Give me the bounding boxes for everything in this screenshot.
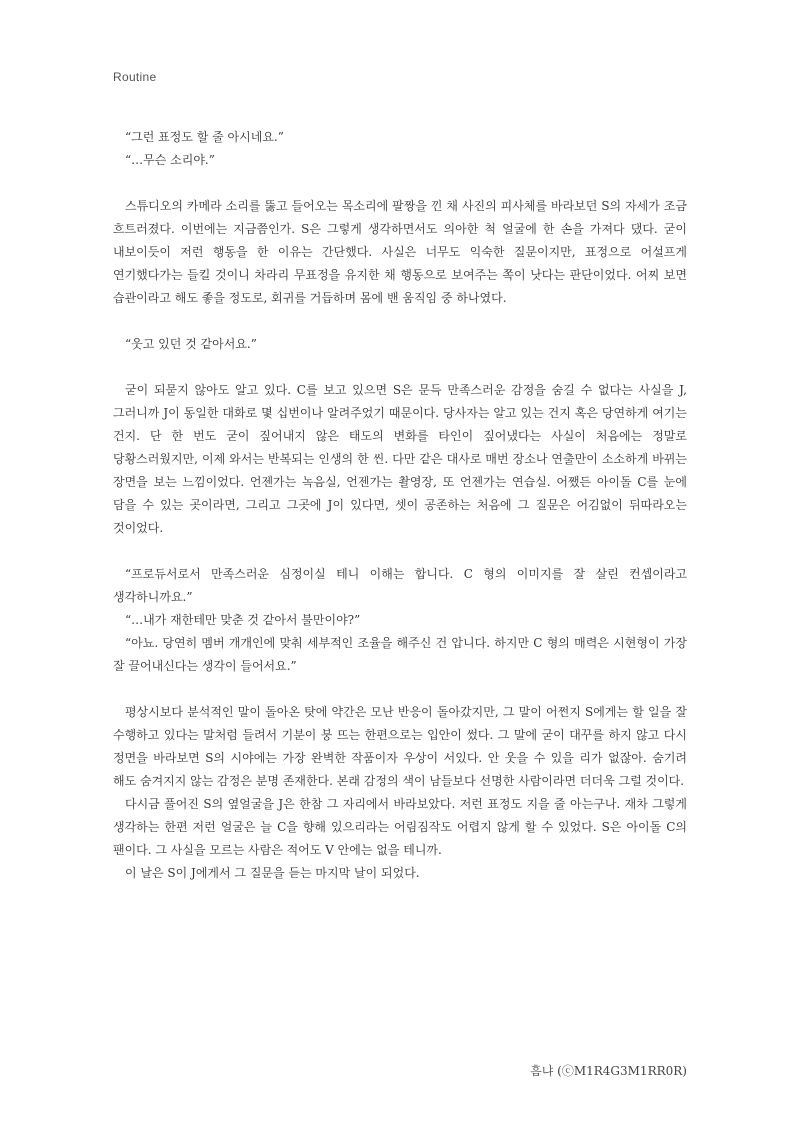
paragraph: 평상시보다 분석적인 말이 돌아온 탓에 약간은 모난 반응이 돌아갔지만, 그 말이 어쩐지 S에게는 할 일을 잘 수행하고 있다는 말처럼 들려서 기분이 붕 뜨는 한편으로는 입안이 썼다. 그 말에 굳이 대꾸를 하지 않고 다시 정면을 바라보면 S의 시야에는 가장 완벽한 작품이자 우상이 서있다. 안 웃을 수 있을 리가 없잖아. 숨기려 해도 숨겨지지 않는 감정은 분명 존재한다. 본래 감정의 색이 남들보다 선명한 사람이라면 더더욱 그럴 것이다. (113, 705, 687, 788)
paragraph: “아뇨. 당연히 멤버 개개인에 맞춰 세부적인 조율을 해주신 건 압니다. 하지만 C 형의 매력은 시현형이 가장 잘 끌어내신다는 생각이 들어서요.” (113, 636, 687, 673)
paragraph: “…내가 재한테만 맞춘 것 같아서 불만이야?” (125, 613, 361, 627)
paragraph: 굳이 되묻지 않아도 알고 있다. C를 보고 있으면 S은 문득 만족스러운 감정을 숨길 수 없다는 사실을 J, 그러니까 J이 동일한 대화로 몇 십번이나 알려주었기 때문이다. 당사자는 알고 있는 건지 혹은 당연하게 여기는 건지. 단 한 번도 굳이 짚어내지 않은 태도의 변화를 타인이 짚어냈다는 사실이 처음에는 정말로 당황스러웠지만, 이제 와서는 반복되는 인생의 한 씬. 다만 같은 대사로 매번 장소나 연출만이 소소하게 바뀌는 장면을 보는 느낌이었다. 언젠가는 녹음실, 언젠가는 촬영장, 또 언젠가는 연습실. 어쨌든 아이돌 C를 눈에 담을 수 있는 곳이라면, 그리고 그곳에 J이 있다면, 셋이 공존하는 처음에 그 질문은 어김없이 뒤따라오는 것이었다. (113, 383, 687, 535)
paragraph-spacer (113, 172, 687, 195)
paragraph: “…무슨 소리야.” (125, 153, 215, 167)
paragraph: 이 날은 S이 J에게서 그 질문을 듣는 마지막 날이 되었다. (125, 866, 420, 880)
paragraph-spacer (113, 678, 687, 701)
paragraph: 다시금 풀어진 S의 옆얼굴을 J은 한참 그 자리에서 바라보았다. 저런 표정도 지을 줄 아는구나. 재차 그렇게 생각하는 한편 저런 얼굴은 늘 C을 향해 있으리라는 어림짐작도 어렵지 않게 할 수 있었다. S은 아이돌 C의 팬이다. 그 사실을 모르는 사람은 적어도 V 안에는 없을 테니까. (113, 797, 687, 857)
author-credit: 흠냐 (ⓒM1R4G3M1RR0R) (530, 1064, 687, 1078)
paragraph: 스튜디오의 카메라 소리를 뚫고 들어오는 목소리에 팔짱을 낀 채 사진의 피사체를 바라보던 S의 자세가 조금 흐트러졌다. 이번에는 지금쯤인가. S은 그렇게 생각하면서도 의아한 척 얼굴에 한 손을 가져다 댔다. 굳이 내보이듯이 저런 행동을 한 이유는 간단했다. 사실은 너무도 익숙한 질문이지만, 표정으로 어설프게 연기했다가는 들킬 것이니 차라리 무표정을 유지한 채 행동으로 보여주는 쪽이 낫다는 판단이었다. 어찌 보면 습관이라고 해도 좋을 정도로, 회귀를 거듭하며 몸에 밴 움직임 중 하나였다. (113, 199, 687, 305)
paragraph-spacer (113, 540, 687, 563)
paragraph: “프로듀서로서 만족스러운 심정이실 테니 이해는 합니다. C 형의 이미지를 잘 살린 컨셉이라고 생각하니까요.” (113, 567, 687, 604)
paragraph: “그런 표정도 할 줄 아시네요.” (125, 130, 284, 144)
paragraph: “웃고 있던 것 같아서요.” (125, 337, 257, 351)
paragraph-spacer (113, 356, 687, 379)
paragraph-spacer (113, 310, 687, 333)
document-body (113, 126, 687, 885)
document-header: Routine (113, 70, 157, 84)
